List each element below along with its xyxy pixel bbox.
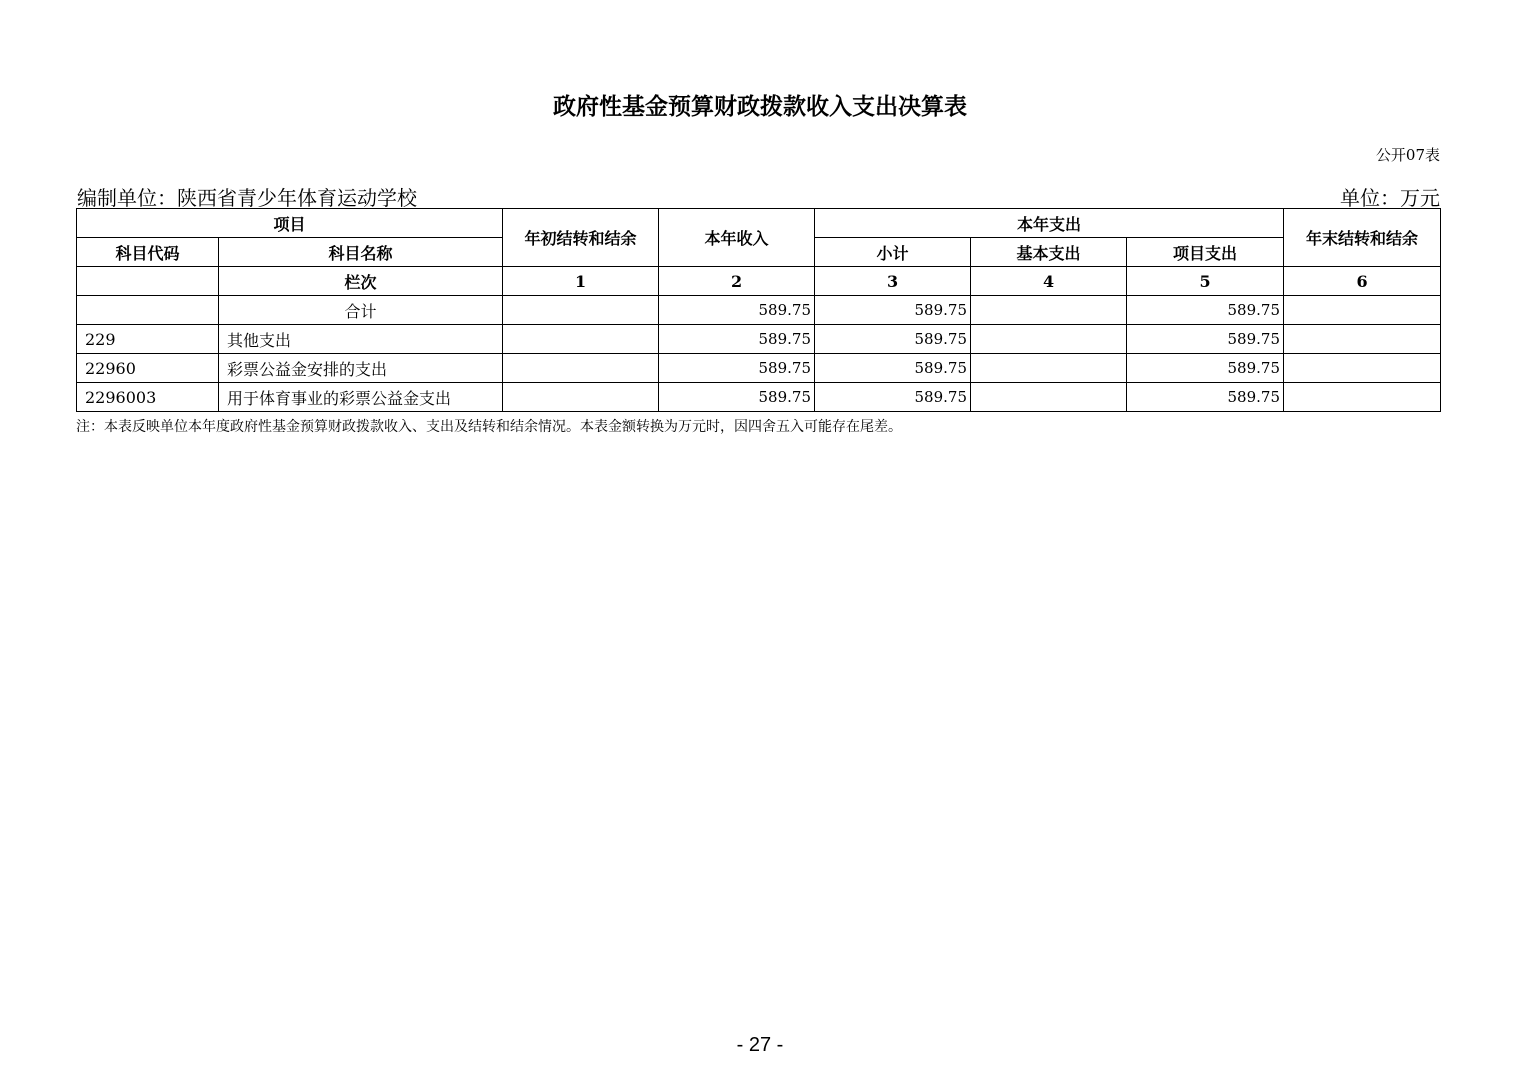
header-opening-balance: 年初结转和结余 — [503, 209, 659, 267]
cell-code: 22960 — [77, 354, 219, 383]
cell-basic — [971, 383, 1127, 412]
cell-closing — [1284, 354, 1441, 383]
cell-name: 合计 — [219, 296, 503, 325]
table-row — [77, 383, 1441, 412]
cell-opening — [503, 354, 659, 383]
cell-basic — [971, 325, 1127, 354]
cell-income: 589.75 — [659, 325, 815, 354]
column-number-label: 栏次 — [219, 267, 503, 296]
table-note: 注：本表反映单位本年度政府性基金预算财政拨款收入、支出及结转和结余情况。本表金额转换为万元时，因四舍五入可能存在尾差。 — [76, 419, 902, 435]
cell-basic — [971, 354, 1127, 383]
report-title: 政府性基金预算财政拨款收入支出决算表 — [553, 93, 967, 120]
cell-name: 彩票公益金安排的支出 — [219, 354, 503, 383]
column-number-blank — [77, 267, 219, 296]
cell-code: 2296003 — [77, 383, 219, 412]
cell-project: 589.75 — [1127, 325, 1284, 354]
column-number: 6 — [1284, 267, 1441, 296]
cell-closing — [1284, 383, 1441, 412]
column-number-row — [77, 267, 1441, 296]
header-subtotal: 小计 — [815, 238, 971, 267]
compiling-unit: 编制单位：陕西省青少年体育运动学校 — [77, 186, 417, 210]
fund-budget-table — [76, 208, 1441, 412]
cell-subtotal: 589.75 — [815, 325, 971, 354]
cell-code — [77, 296, 219, 325]
header-expenditure: 本年支出 — [815, 209, 1284, 238]
column-number: 5 — [1127, 267, 1284, 296]
cell-income: 589.75 — [659, 354, 815, 383]
cell-subtotal: 589.75 — [815, 296, 971, 325]
cell-income: 589.75 — [659, 383, 815, 412]
cell-code: 229 — [77, 325, 219, 354]
header-name: 科目名称 — [219, 238, 503, 267]
header-project: 项目支出 — [1127, 238, 1284, 267]
header-item: 项目 — [77, 209, 503, 238]
cell-income: 589.75 — [659, 296, 815, 325]
table-row — [77, 325, 1441, 354]
page-number: - 27 - — [736, 1034, 784, 1056]
header-basic: 基本支出 — [971, 238, 1127, 267]
table-row-total — [77, 296, 1441, 325]
cell-closing — [1284, 325, 1441, 354]
header-income: 本年收入 — [659, 209, 815, 267]
column-number: 3 — [815, 267, 971, 296]
cell-basic — [971, 296, 1127, 325]
cell-project: 589.75 — [1127, 383, 1284, 412]
header-code: 科目代码 — [77, 238, 219, 267]
cell-subtotal: 589.75 — [815, 354, 971, 383]
column-number: 4 — [971, 267, 1127, 296]
form-code: 公开07表 — [1375, 146, 1440, 164]
cell-name: 用于体育事业的彩票公益金支出 — [219, 383, 503, 412]
cell-closing — [1284, 296, 1441, 325]
column-number: 1 — [503, 267, 659, 296]
money-unit: 单位：万元 — [1340, 186, 1440, 210]
cell-name: 其他支出 — [219, 325, 503, 354]
cell-project: 589.75 — [1127, 296, 1284, 325]
column-number: 2 — [659, 267, 815, 296]
cell-subtotal: 589.75 — [815, 383, 971, 412]
cell-opening — [503, 325, 659, 354]
cell-opening — [503, 383, 659, 412]
cell-project: 589.75 — [1127, 354, 1284, 383]
header-row-1 — [77, 209, 1441, 238]
table-row — [77, 354, 1441, 383]
header-closing-balance: 年末结转和结余 — [1284, 209, 1441, 267]
cell-opening — [503, 296, 659, 325]
